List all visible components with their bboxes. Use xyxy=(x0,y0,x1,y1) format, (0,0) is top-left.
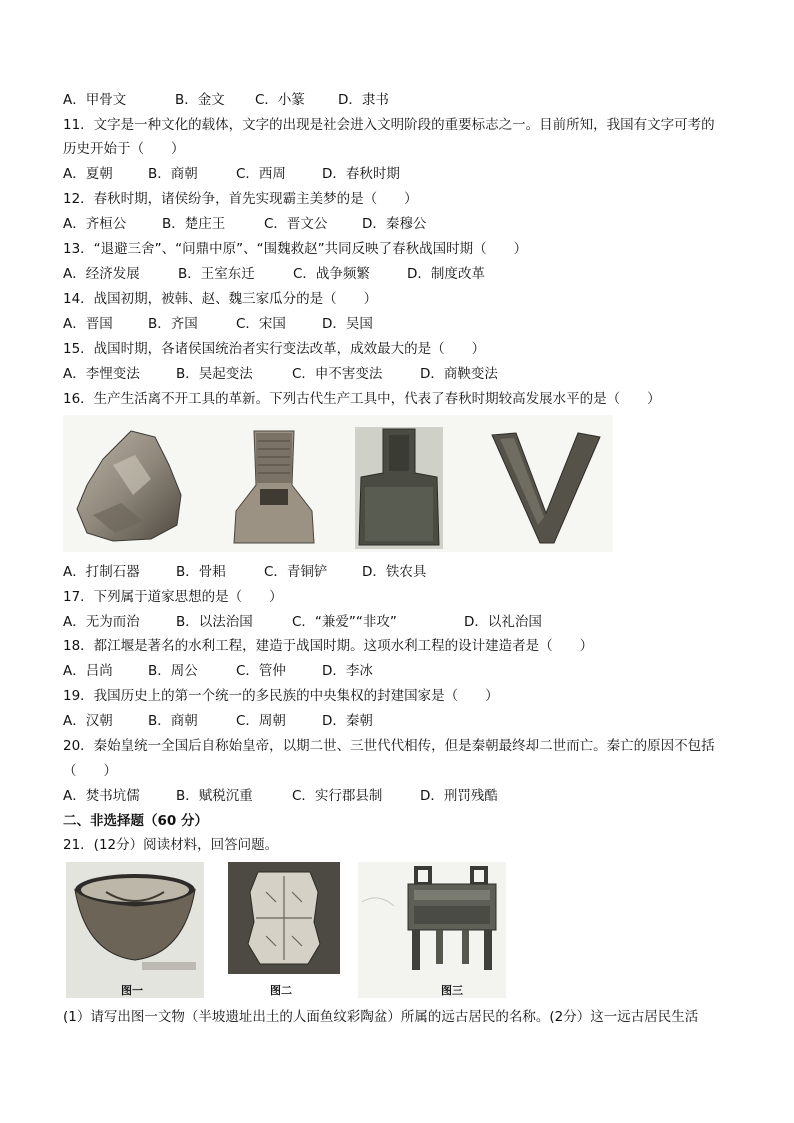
q13-option-d: D．制度改革 xyxy=(407,266,485,282)
q13-option-c: C．战争频繁 xyxy=(293,266,370,282)
q18-stem: 18．都江堰是著名的水利工程，建造于战国时期。这项水利工程的设计建造者是（ ） xyxy=(63,638,594,654)
q14-options xyxy=(63,315,373,333)
q15-option-c: C．申不害变法 xyxy=(292,366,383,382)
figure1-painted-pottery-basin xyxy=(66,862,204,998)
q16-option-c: C．青铜铲 xyxy=(264,564,328,580)
q12-stem: 12．春秋时期，诸侯纷争，首先实现霸主美梦的是（ ） xyxy=(63,191,418,207)
q17-options xyxy=(63,613,542,631)
q13-option-b: B．王室东迁 xyxy=(178,266,255,282)
q14-option-b: B．齐国 xyxy=(148,316,198,332)
q12-option-b: B．楚庄王 xyxy=(162,216,226,232)
chipped-stone-image xyxy=(73,425,188,545)
bronze-shovel-image xyxy=(355,427,443,549)
q14-option-c: C．宋国 xyxy=(236,316,286,332)
q20-stem-line1: 20．秦始皇统一全国后自称始皇帝，以期二世、三世代代相传，但是秦朝最终却二世而亡。秦亡的原因不包括 xyxy=(63,738,715,754)
q16-figure-strip xyxy=(63,415,613,552)
q16-stem: 16．生产生活离不开工具的革新。下列古代生产工具中，代表了春秋时期较高发展水平的是（ ） xyxy=(63,391,661,407)
q16-options xyxy=(63,563,426,581)
q19-stem: 19．我国历史上的第一个统一的多民族的中央集权的封建国家是（ ） xyxy=(63,688,499,704)
pottery-basin-image xyxy=(66,862,204,980)
q13-stem: 13．“退避三舍”、“问鼎中原”、“围魏救赵”共同反映了春秋战国时期（ ） xyxy=(63,241,528,257)
q11-option-a: A．夏朝 xyxy=(63,166,113,182)
q20-option-a: A．焚书坑儒 xyxy=(63,788,140,804)
q15-option-d: D．商鞅变法 xyxy=(420,366,498,382)
q20-options xyxy=(63,787,498,805)
q18-option-d: D．李冰 xyxy=(322,663,373,679)
q11-stem-line1: 11．文字是一种文化的载体，文字的出现是社会进入文明阶段的重要标志之一。目前所知，我国有文字可考的 xyxy=(63,117,715,133)
q19-option-d: D．秦朝 xyxy=(322,713,373,729)
q15-option-a: A．李悝变法 xyxy=(63,366,140,382)
q18-option-b: B．周公 xyxy=(148,663,198,679)
q19-option-c: C．周朝 xyxy=(236,713,286,729)
q17-option-c: C．“兼爱”“非攻” xyxy=(292,614,397,630)
q19-options xyxy=(63,712,373,730)
q16-option-a: A．打制石器 xyxy=(63,564,140,580)
q15-stem: 15．战国时期，各诸侯国统治者实行变法改革，成效最大的是（ ） xyxy=(63,341,486,357)
q11-option-b: B．商朝 xyxy=(148,166,198,182)
q13-option-a: A．经济发展 xyxy=(63,266,140,282)
q14-stem: 14．战国初期，被韩、赵、魏三家瓜分的是（ ） xyxy=(63,291,378,307)
figure2-oracle-bone xyxy=(228,862,340,998)
q15-options xyxy=(63,365,498,383)
q10-option-c: C．小篆 xyxy=(255,92,305,108)
q16-option-b: B．骨耜 xyxy=(176,564,226,580)
q14-option-a: A．晋国 xyxy=(63,316,113,332)
figure3-caption: 图三 xyxy=(441,984,463,997)
q20-option-d: D．刑罚残酷 xyxy=(420,788,498,804)
q12-option-a: A．齐桓公 xyxy=(63,216,127,232)
q19-option-b: B．商朝 xyxy=(148,713,198,729)
q13-options xyxy=(63,265,485,283)
q11-stem-line2: 历史开始于（ ） xyxy=(63,141,185,157)
oracle-bone-image xyxy=(228,862,340,974)
q19-option-a: A．汉朝 xyxy=(63,713,113,729)
q18-option-a: A．吕尚 xyxy=(63,663,113,679)
q12-options xyxy=(63,215,426,233)
q10-option-a: A．甲骨文 xyxy=(63,92,127,108)
q10-options xyxy=(63,91,389,109)
figure1-caption: 图一 xyxy=(121,984,143,997)
q17-stem: 17．下列属于道家思想的是（ ） xyxy=(63,589,283,605)
q17-option-a: A．无为而治 xyxy=(63,614,140,630)
q20-option-c: C．实行郡县制 xyxy=(292,788,383,804)
q11-options xyxy=(63,165,400,183)
bone-spade-image xyxy=(228,427,320,549)
section2-heading: 二、非选择题（60 分） xyxy=(63,813,208,829)
iron-tool-image xyxy=(488,429,603,547)
q18-option-c: C．管仲 xyxy=(236,663,286,679)
q20-option-b: B．赋税沉重 xyxy=(176,788,253,804)
q12-option-c: C．晋文公 xyxy=(264,216,328,232)
figure2-caption: 图二 xyxy=(270,984,292,997)
q18-options xyxy=(63,662,373,680)
q12-option-d: D．秦穆公 xyxy=(362,216,427,232)
q17-option-b: B．以法治国 xyxy=(176,614,253,630)
figure3-bronze-ding xyxy=(358,862,506,998)
q10-option-d: D．隶书 xyxy=(338,92,389,108)
q21-stem: 21．(12分）阅读材料，回答问题。 xyxy=(63,837,279,853)
q15-option-b: B．吴起变法 xyxy=(176,366,253,382)
q11-option-d: D．春秋时期 xyxy=(322,166,400,182)
q10-option-b: B．金文 xyxy=(175,92,225,108)
bronze-ding-image xyxy=(358,862,506,976)
q21-sub1: (1）请写出图一文物（半坡遗址出土的人面鱼纹彩陶盆）所属的远古居民的名称。(2分）这一远古居民生活 xyxy=(63,1009,699,1025)
q14-option-d: D．吴国 xyxy=(322,316,373,332)
q17-option-d: D．以礼治国 xyxy=(464,614,542,630)
q20-stem-line2: （ ） xyxy=(63,763,117,779)
q16-option-d: D．铁农具 xyxy=(362,564,427,580)
q11-option-c: C．西周 xyxy=(236,166,286,182)
